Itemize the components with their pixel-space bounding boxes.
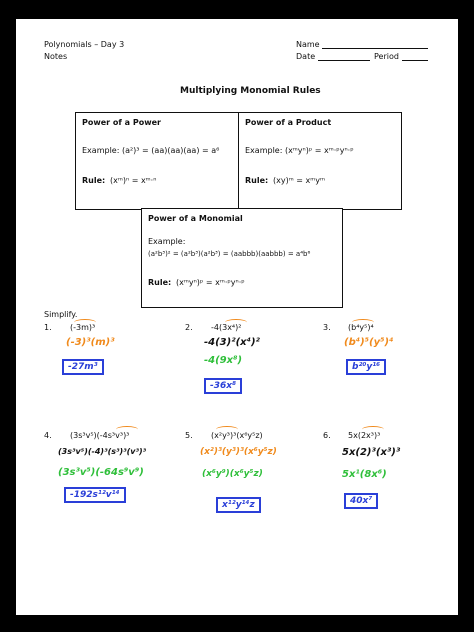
rule-label: Rule:	[245, 176, 269, 185]
work-step: 5x(2)³(x³)³	[342, 447, 401, 458]
answer-box: b²⁰y¹⁶	[346, 359, 386, 375]
rule-formula: (xy)ᵐ = xᵐyᵐ	[273, 176, 325, 185]
answer-box: -36x⁸	[204, 378, 242, 394]
section-title: Multiplying Monomial Rules	[180, 86, 321, 96]
problem-expression: (b⁴y⁵)⁴	[348, 323, 374, 332]
problem-expression: (x²y³)³(x⁶y⁵z)	[211, 431, 263, 440]
distribution-arc	[74, 319, 96, 326]
problem-number: 5.	[185, 431, 193, 440]
problem-expression: -4(3x⁴)²	[211, 323, 242, 332]
work-step: (3s³v⁵)(-64s⁹v⁹)	[58, 467, 144, 478]
rule-heading: Power of a Power	[82, 118, 161, 127]
period-line[interactable]	[402, 60, 428, 61]
distribution-arc	[225, 319, 247, 326]
rule-heading: Power of a Product	[245, 118, 332, 127]
worksheet-subtitle: Notes	[44, 52, 68, 61]
rule-heading: Power of a Monomial	[148, 214, 243, 223]
simplify-label: Simplify.	[44, 310, 78, 319]
answer-box: -27m³	[62, 359, 104, 375]
date-label: Date	[296, 52, 316, 61]
work-step: (-3)³(m)³	[66, 337, 115, 348]
rule-formula: (xᵐ)ⁿ = xᵐ·ⁿ	[110, 176, 157, 185]
rule-box-power-of-power	[75, 112, 239, 210]
work-step: 5x¹(8x⁶)	[342, 469, 387, 480]
rule-formula: (xᵐyⁿ)ᵖ = xᵐ·ᵖyⁿ·ᵖ	[176, 278, 245, 287]
rule-example: (a²b³)² = (a²b³)(a²b³) = (aabbb)(aabbb) = a⁴b⁶	[148, 250, 311, 258]
distribution-arc	[362, 426, 384, 433]
answer-box: -192s¹²v¹⁴	[64, 487, 126, 503]
distribution-arc	[116, 426, 138, 433]
problem-expression: 5x(2x³)³	[348, 431, 381, 440]
rule-example: Example: (xᵐyⁿ)ᵖ = xᵐ·ᵖyⁿ·ᵖ	[245, 146, 354, 155]
answer-box: 40x⁷	[344, 493, 378, 509]
rule-example-label: Example:	[148, 237, 186, 246]
problem-number: 4.	[44, 431, 52, 440]
work-step: -4(9x⁸)	[204, 355, 243, 366]
name-line[interactable]	[322, 48, 428, 49]
work-step: (x⁶y⁹)(x⁶y⁵z)	[202, 469, 263, 479]
work-step: (b⁴)⁵(y⁵)⁴	[344, 337, 394, 348]
period-label: Period	[374, 52, 399, 61]
rule-box-power-of-monomial	[141, 208, 343, 308]
rule-example: Example: (a²)³ = (aa)(aa)(aa) = a⁶	[82, 146, 220, 155]
rule-label: Rule:	[148, 278, 172, 287]
worksheet-title: Polynomials – Day 3	[44, 40, 125, 49]
distribution-arc	[216, 426, 238, 433]
distribution-arc	[352, 319, 374, 326]
problem-number: 6.	[323, 431, 331, 440]
problem-expression: (-3m)³	[70, 323, 96, 332]
work-step: (3s³v⁵)(-4)³(s³)³(v³)³	[58, 447, 147, 456]
work-step: -4(3)²(x⁴)²	[204, 337, 260, 348]
problem-number: 2.	[185, 323, 193, 332]
rule-label: Rule:	[82, 176, 106, 185]
rule-box-power-of-product	[238, 112, 402, 210]
worksheet-page	[16, 19, 458, 615]
problem-number: 1.	[44, 323, 52, 332]
answer-box: x¹²y¹⁴z	[216, 497, 261, 513]
date-line[interactable]	[318, 60, 370, 61]
problem-number: 3.	[323, 323, 331, 332]
problem-expression: (3s³v⁵)(-4s³v³)³	[70, 431, 130, 440]
work-step: (x²)³(y³)³(x⁶y⁵z)	[200, 447, 277, 457]
name-label: Name	[296, 40, 320, 49]
